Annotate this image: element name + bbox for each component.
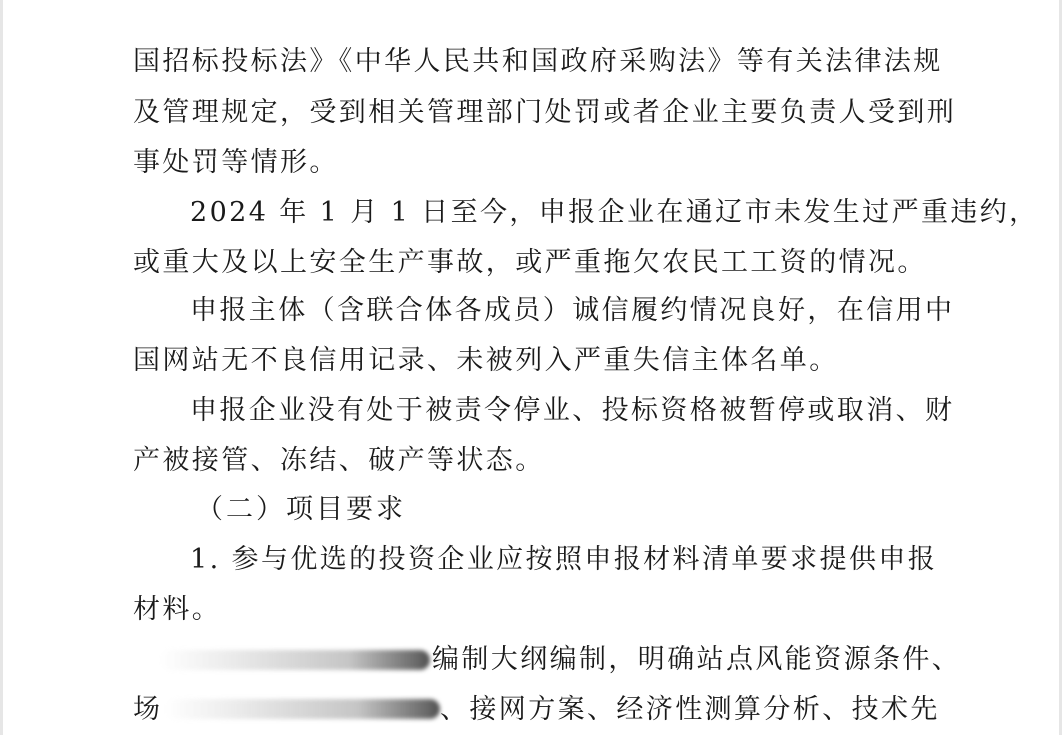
paragraph-line: 材料。 (133, 594, 222, 625)
section-heading: （二）项目要求 (196, 494, 406, 525)
paragraph-line: 编制大纲编制，明确站点风能资源条件、 (432, 644, 962, 675)
paragraph-line: 国招标投标法》《中华人民共和国政府采购法》等有关法律法规 (133, 46, 943, 77)
paragraph-line: 、接网方案、经济性测算分析、技术先 (440, 694, 940, 725)
paragraph-line: 场 (133, 694, 163, 725)
paragraph-line: 国网站无不良信用记录、未被列入严重失信主体名单。 (133, 345, 839, 376)
page-edge-left (0, 0, 3, 735)
paragraph-line: 及管理规定，受到相关管理部门处罚或者企业主要负责人受到刑 (133, 97, 957, 128)
paragraph-line: 1. 参与优选的投资企业应按照申报材料清单要求提供申报 (190, 544, 938, 575)
paragraph-line: 事处罚等情形。 (133, 147, 339, 178)
redaction-blur (165, 699, 440, 719)
redaction-blur (160, 650, 430, 670)
paragraph-line: 2024 年 1 月 1 日至今，申报企业在通辽市未发生过严重违约， (190, 197, 1039, 228)
paragraph-line: 或重大及以上安全生产事故，或严重拖欠农民工工资的情况。 (133, 247, 927, 278)
paragraph-line: 申报主体（含联合体各成员）诚信履约情况良好，在信用中 (190, 295, 955, 326)
paragraph-line: 申报企业没有处于被责令停业、投标资格被暂停或取消、财 (190, 395, 955, 426)
paragraph-line: 产被接管、冻结、破产等状态。 (133, 445, 545, 476)
